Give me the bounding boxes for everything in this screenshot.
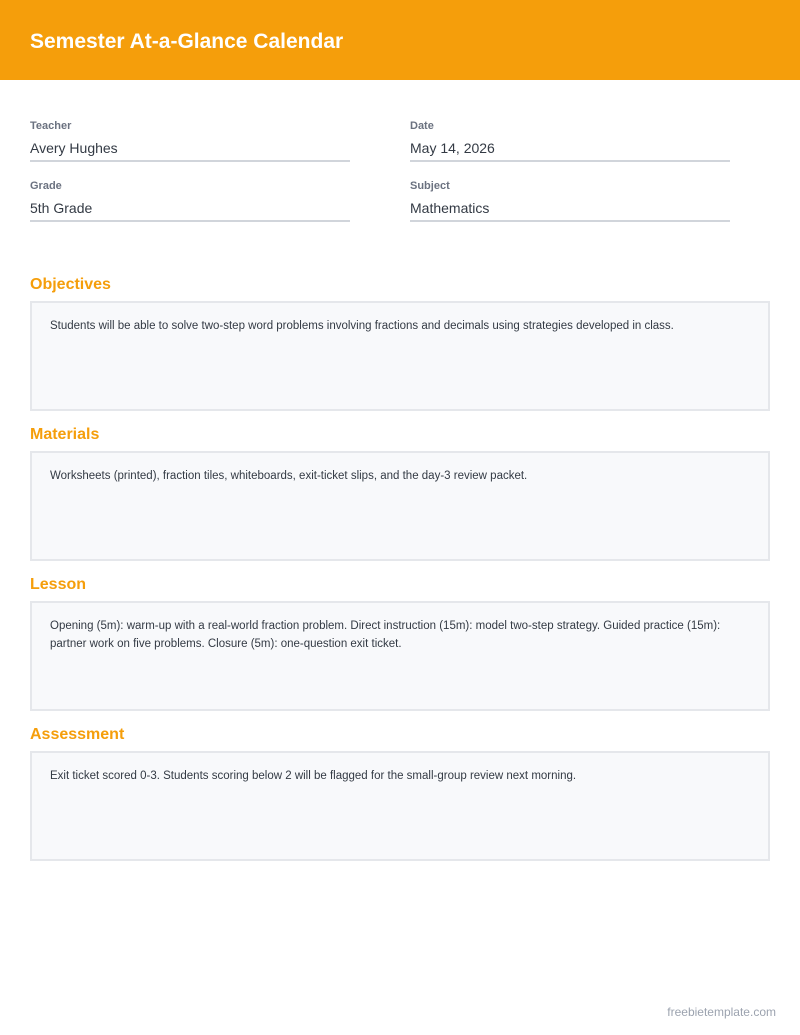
teacher-value[interactable]: Avery Hughes: [30, 139, 350, 162]
lesson-heading: Lesson: [30, 576, 87, 593]
lesson-box[interactable]: Opening (5m): warm-up with a real-world fraction problem. Direct instruction (15m): model two-step strategy. Guided practice (15m): partner work on five problems. Closure (5m): one-question exit ticket.: [30, 601, 770, 711]
assessment-heading: Assessment: [30, 726, 125, 743]
objectives-box[interactable]: Students will be able to solve two-step word problems involving fractions and decimals using strategies developed in class.: [30, 301, 770, 411]
date-field[interactable]: [410, 120, 730, 162]
grade-value[interactable]: 5th Grade: [30, 199, 350, 222]
grade-field[interactable]: [30, 180, 350, 222]
page-title: Semester At-a-Glance Calendar: [30, 30, 344, 53]
page-header: [0, 0, 800, 80]
teacher-field[interactable]: [30, 120, 350, 162]
materials-box[interactable]: Worksheets (printed), fraction tiles, whiteboards, exit-ticket slips, and the day-3 review packet.: [30, 451, 770, 561]
grade-label: Grade: [30, 180, 62, 192]
teacher-label: Teacher: [30, 120, 72, 132]
objectives-heading: Objectives: [30, 276, 111, 293]
subject-value[interactable]: Mathematics: [410, 199, 730, 222]
subject-label: Subject: [410, 180, 450, 192]
footer-credit: freebietemplate.com: [667, 1005, 776, 1019]
materials-heading: Materials: [30, 426, 100, 443]
subject-field[interactable]: [410, 180, 730, 222]
date-label: Date: [410, 120, 434, 132]
date-value[interactable]: May 14, 2026: [410, 139, 730, 162]
assessment-box[interactable]: Exit ticket scored 0-3. Students scoring below 2 will be flagged for the small-group review next morning.: [30, 751, 770, 861]
